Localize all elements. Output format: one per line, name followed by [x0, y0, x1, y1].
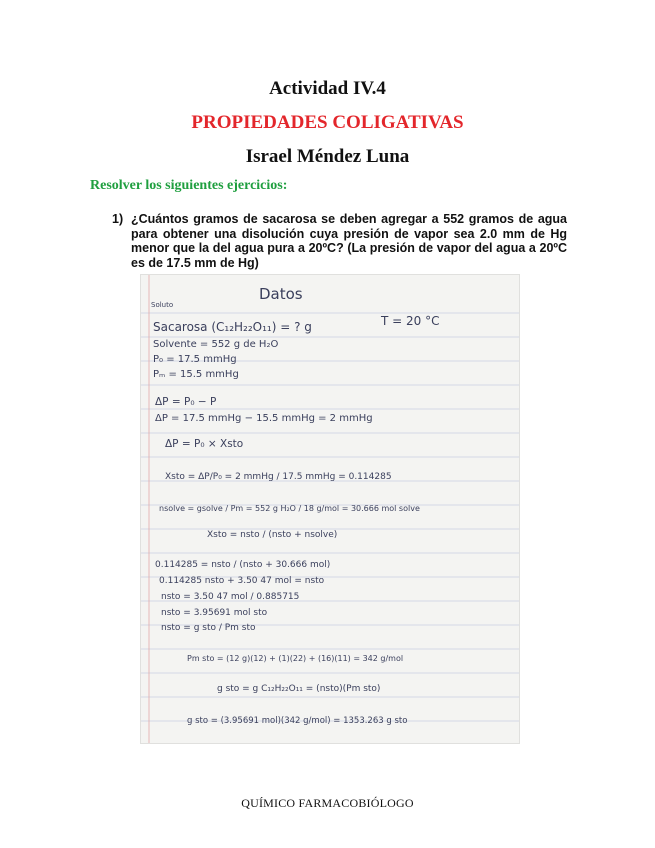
note-line: ΔP = 17.5 mmHg − 15.5 mmHg = 2 mmHg [155, 413, 373, 424]
page-footer: QUÍMICO FARMACOBIÓLOGO [241, 796, 414, 810]
note-line: Pₘ = 15.5 mmHg [153, 369, 239, 380]
note-line: Solvente = 552 g de H₂O [153, 339, 279, 350]
question-number: 1) [112, 212, 124, 226]
note-line: 0.114285 = nsto / (nsto + 30.666 mol) [155, 560, 331, 570]
author-name: Israel Méndez Luna [245, 146, 410, 167]
question-text: ¿Cuántos gramos de sacarosa se deben agregar a 552 gramos de agua para obtener una disolución cuya presión de vapor sea 2.0 mm de Hg menor que la del agua pura a 20ºC? (La presión de vapor del agua a 20ºC es de 17.5 mm de Hg) [131, 212, 567, 270]
notes-heading: Datos [259, 285, 303, 303]
note-line: nsolve = gsolve / Pm = 552 g H₂O / 18 g/mol = 30.666 mol solve [159, 504, 420, 513]
instructions-heading: Resolver los siguientes ejercicios: [90, 178, 288, 193]
note-line: ΔP = P₀ × Xsto [165, 438, 244, 450]
note-line: g sto = (3.95691 mol)(342 g/mol) = 1353.263 g sto [187, 716, 408, 726]
handwritten-notes-photo [140, 274, 520, 744]
note-line: nsto = g sto / Pm sto [161, 623, 256, 633]
notes-label: Soluto [151, 301, 174, 309]
note-line: T = 20 °C [381, 314, 440, 328]
note-line: Xsto = nsto / (nsto + nsolve) [207, 530, 338, 540]
activity-title: Actividad IV.4 [269, 78, 386, 99]
note-line: 0.114285 nsto + 3.50 47 mol = nsto [159, 576, 325, 586]
note-line: Pm sto = (12 g)(12) + (1)(22) + (16)(11) = 342 g/mol [187, 654, 404, 663]
notebook-page [141, 275, 519, 743]
note-line: nsto = 3.95691 mol sto [161, 608, 268, 618]
note-line: Xsto = ΔP/P₀ = 2 mmHg / 17.5 mmHg = 0.114285 [165, 472, 392, 482]
note-line: g sto = g C₁₂H₂₂O₁₁ = (nsto)(Pm sto) [217, 684, 381, 694]
note-line: nsto = 3.50 47 mol / 0.885715 [161, 592, 300, 602]
note-line: P₀ = 17.5 mmHg [153, 354, 237, 365]
note-line: ΔP = P₀ − P [155, 396, 217, 408]
subject-title: PROPIEDADES COLIGATIVAS [191, 112, 464, 133]
note-line: Sacarosa (C₁₂H₂₂O₁₁) = ? g [153, 320, 312, 334]
